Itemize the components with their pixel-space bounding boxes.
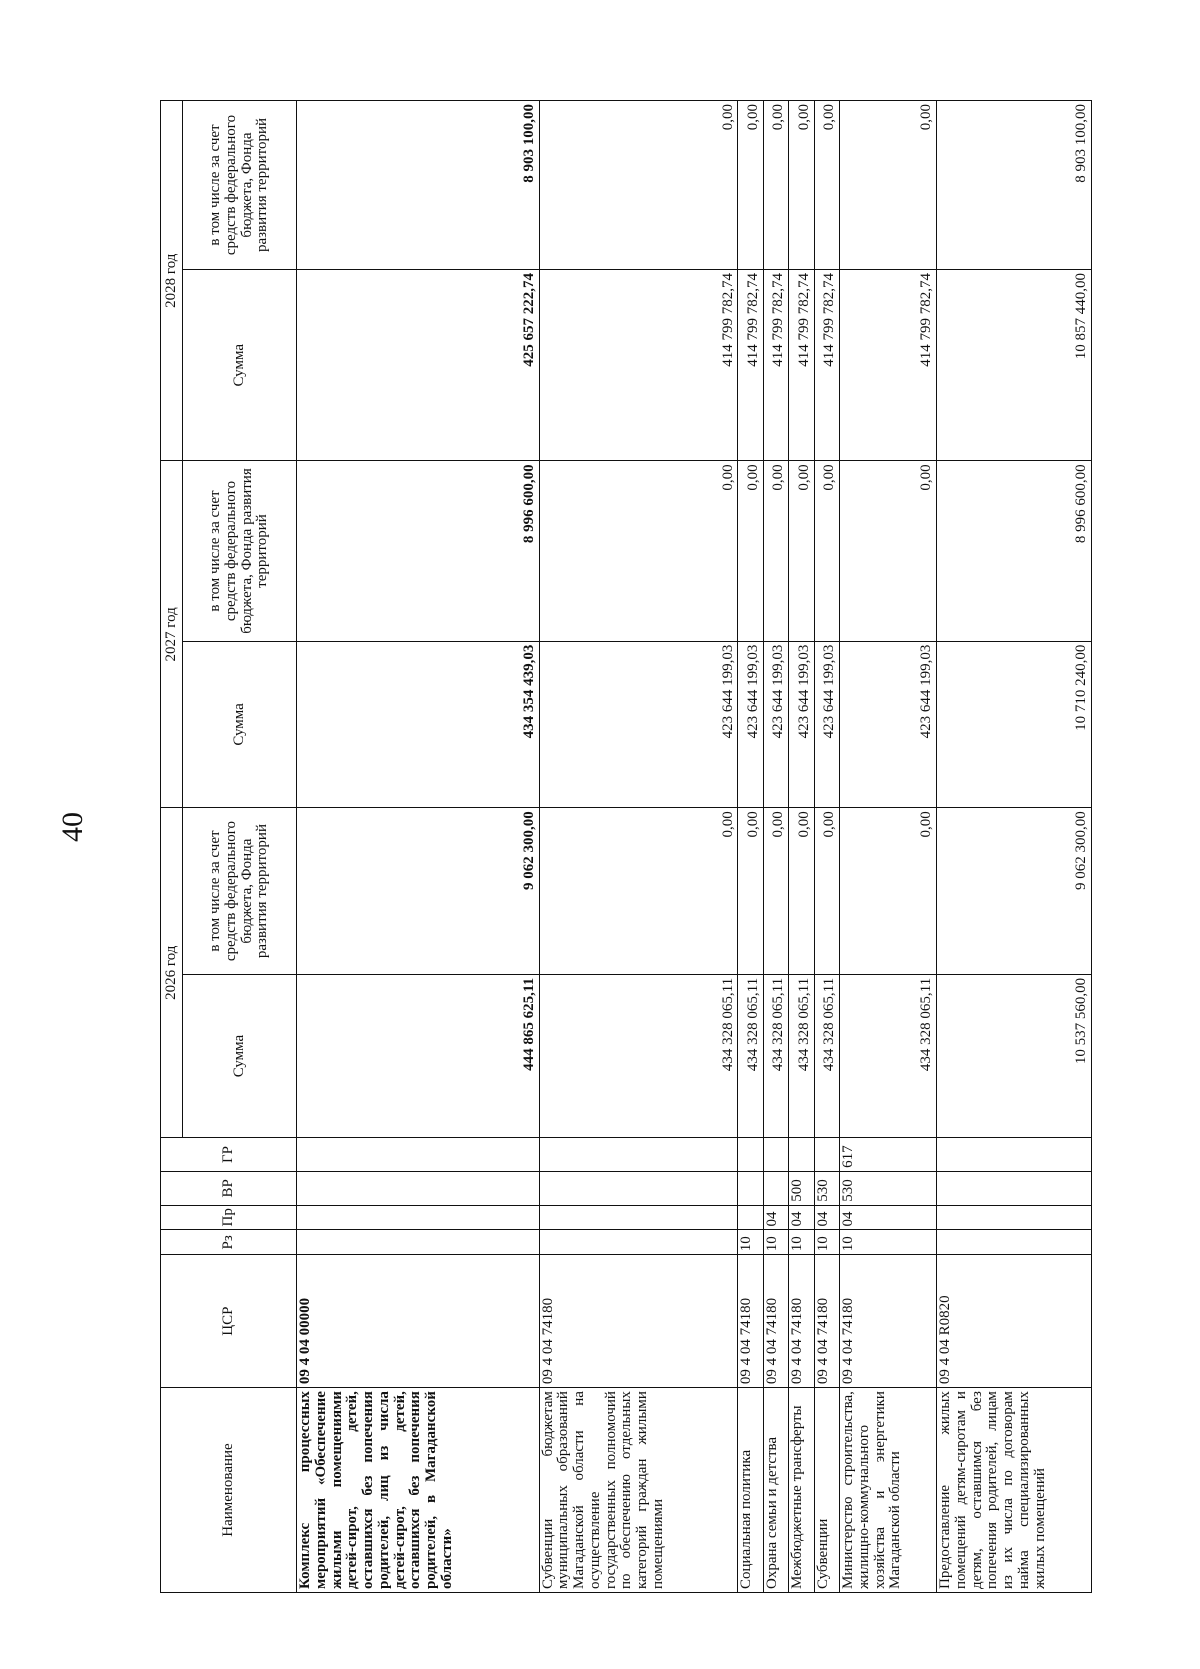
row-gr — [763, 1138, 788, 1172]
header-federal-2027: в том числе за счет средств федерального бюджета, Фонда развития территорий — [183, 461, 297, 641]
row-gr — [738, 1138, 763, 1172]
row-csr: 09 4 04 74180 — [840, 1255, 937, 1388]
row-sum-2028: 414 799 782,74 — [814, 270, 839, 461]
row-pr: 04 — [789, 1205, 814, 1230]
table-row — [738, 101, 763, 1593]
row-federal-2027: 0,00 — [840, 461, 937, 641]
row-rz: 10 — [789, 1230, 814, 1255]
header-pr: Пр — [161, 1205, 297, 1230]
rotated-budget-table-wrapper — [160, 100, 1092, 1593]
row-vr — [763, 1171, 788, 1205]
row-sum-2028: 414 799 782,74 — [763, 270, 788, 461]
row-sum-2026: 10 537 560,00 — [937, 974, 1092, 1137]
row-sum-2026: 434 328 065,11 — [763, 974, 788, 1137]
row-sum-2028: 414 799 782,74 — [738, 270, 763, 461]
row-sum-2028: 414 799 782,74 — [789, 270, 814, 461]
row-pr — [539, 1205, 738, 1230]
row-sum-2026: 444 865 625,11 — [297, 974, 540, 1137]
row-gr: 617 — [840, 1138, 937, 1172]
table-row — [814, 101, 839, 1593]
row-sum-2026: 434 328 065,11 — [814, 974, 839, 1137]
header-sum-2028: Сумма — [183, 270, 297, 461]
row-pr — [738, 1205, 763, 1230]
row-rz: 10 — [763, 1230, 788, 1255]
row-federal-2027: 0,00 — [738, 461, 763, 641]
row-sum-2027: 423 644 199,03 — [840, 641, 937, 808]
row-federal-2027: 0,00 — [539, 461, 738, 641]
table-row — [937, 101, 1092, 1593]
table-row — [840, 101, 937, 1593]
row-vr — [297, 1171, 540, 1205]
row-federal-2026: 0,00 — [840, 808, 937, 975]
row-sum-2027: 423 644 199,03 — [763, 641, 788, 808]
row-federal-2027: 8 996 600,00 — [297, 461, 540, 641]
row-name: Министерство строительства, жилищно-коммунального хозяйства и энергетики Магаданской области — [840, 1388, 937, 1593]
row-rz: 10 — [738, 1230, 763, 1255]
row-vr — [937, 1171, 1092, 1205]
row-name: Социальная политика — [738, 1388, 763, 1593]
row-sum-2028: 414 799 782,74 — [840, 270, 937, 461]
row-name: Межбюджетные трансферты — [789, 1388, 814, 1593]
row-vr — [539, 1171, 738, 1205]
table-row — [539, 101, 738, 1593]
row-pr: 04 — [814, 1205, 839, 1230]
row-federal-2026: 0,00 — [738, 808, 763, 975]
row-rz — [937, 1230, 1092, 1255]
row-pr: 04 — [763, 1205, 788, 1230]
row-sum-2027: 434 354 439,03 — [297, 641, 540, 808]
row-federal-2027: 0,00 — [763, 461, 788, 641]
row-federal-2028: 0,00 — [763, 101, 788, 270]
row-sum-2027: 423 644 199,03 — [789, 641, 814, 808]
row-federal-2028: 0,00 — [539, 101, 738, 270]
header-gr: ГР — [161, 1138, 297, 1172]
header-year-2028: 2028 год — [161, 101, 183, 461]
row-gr — [297, 1138, 540, 1172]
row-sum-2026: 434 328 065,11 — [840, 974, 937, 1137]
header-name: Наименование — [161, 1388, 297, 1593]
row-rz — [539, 1230, 738, 1255]
header-sum-2026: Сумма — [183, 974, 297, 1137]
row-name: Субвенции бюджетам муниципальных образований Магаданской области на осуществление государственных полномочий по обеспечению отдельных категорий граждан жилыми помещениями — [539, 1388, 738, 1593]
row-federal-2028: 0,00 — [789, 101, 814, 270]
row-federal-2026: 0,00 — [763, 808, 788, 975]
row-federal-2026: 9 062 300,00 — [297, 808, 540, 975]
row-gr — [937, 1138, 1092, 1172]
header-federal-2026: в том числе за счет средств федерального бюджета, Фонда развития территорий — [183, 808, 297, 975]
row-csr: 09 4 04 00000 — [297, 1255, 540, 1388]
row-csr: 09 4 04 R0820 — [937, 1255, 1092, 1388]
row-csr: 09 4 04 74180 — [814, 1255, 839, 1388]
row-csr: 09 4 04 74180 — [539, 1255, 738, 1388]
row-federal-2027: 8 996 600,00 — [937, 461, 1092, 641]
row-vr: 500 — [789, 1171, 814, 1205]
row-federal-2028: 0,00 — [840, 101, 937, 270]
row-federal-2027: 0,00 — [814, 461, 839, 641]
row-gr — [539, 1138, 738, 1172]
row-federal-2028: 0,00 — [814, 101, 839, 270]
row-sum-2027: 423 644 199,03 — [738, 641, 763, 808]
row-sum-2026: 434 328 065,11 — [738, 974, 763, 1137]
row-rz — [297, 1230, 540, 1255]
budget-table — [160, 100, 1092, 1593]
row-name: Комплекс процессных мероприятий «Обеспечение жилыми помещениями детей-сирот, детей, оставшихся без попечения родителей, лиц из числа детей-сирот, детей, оставшихся без попечения родителей, в Магаданской области» — [297, 1388, 540, 1593]
row-sum-2028: 10 857 440,00 — [937, 270, 1092, 461]
row-csr: 09 4 04 74180 — [763, 1255, 788, 1388]
page-number: 40 — [56, 812, 89, 842]
table-row — [789, 101, 814, 1593]
row-federal-2027: 0,00 — [789, 461, 814, 641]
row-federal-2026: 0,00 — [789, 808, 814, 975]
header-vr: ВР — [161, 1171, 297, 1205]
row-pr — [937, 1205, 1092, 1230]
row-gr — [814, 1138, 839, 1172]
row-csr: 09 4 04 74180 — [738, 1255, 763, 1388]
header-csr: ЦСР — [161, 1255, 297, 1388]
header-rz: Рз — [161, 1230, 297, 1255]
row-sum-2028: 414 799 782,74 — [539, 270, 738, 461]
header-federal-2028: в том числе за счет средств федерального бюджета, Фонда развития территорий — [183, 101, 297, 270]
row-federal-2026: 0,00 — [539, 808, 738, 975]
row-sum-2027: 10 710 240,00 — [937, 641, 1092, 808]
row-name: Охрана семьи и детства — [763, 1388, 788, 1593]
row-sum-2027: 423 644 199,03 — [814, 641, 839, 808]
row-rz: 10 — [814, 1230, 839, 1255]
header-year-2027: 2027 год — [161, 461, 183, 808]
row-pr — [297, 1205, 540, 1230]
row-sum-2028: 425 657 222,74 — [297, 270, 540, 461]
row-rz: 10 — [840, 1230, 937, 1255]
row-csr: 09 4 04 74180 — [789, 1255, 814, 1388]
row-federal-2026: 0,00 — [814, 808, 839, 975]
row-vr: 530 — [840, 1171, 937, 1205]
row-federal-2026: 9 062 300,00 — [937, 808, 1092, 975]
row-sum-2026: 434 328 065,11 — [789, 974, 814, 1137]
header-sum-2027: Сумма — [183, 641, 297, 808]
row-federal-2028: 8 903 100,00 — [937, 101, 1092, 270]
header-year-2026: 2026 год — [161, 808, 183, 1138]
row-vr — [738, 1171, 763, 1205]
header-row-years — [161, 101, 183, 1593]
table-row — [297, 101, 540, 1593]
row-vr: 530 — [814, 1171, 839, 1205]
table-row — [763, 101, 788, 1593]
row-federal-2028: 8 903 100,00 — [297, 101, 540, 270]
row-name: Предоставление жилых помещений детям-сиротам и детям, оставшимся без попечения родителей, лицам из их числа по договорам найма специализированных жилых помещений — [937, 1388, 1092, 1593]
row-pr: 04 — [840, 1205, 937, 1230]
row-sum-2027: 423 644 199,03 — [539, 641, 738, 808]
row-sum-2026: 434 328 065,11 — [539, 974, 738, 1137]
row-name: Субвенции — [814, 1388, 839, 1593]
row-gr — [789, 1138, 814, 1172]
row-federal-2028: 0,00 — [738, 101, 763, 270]
